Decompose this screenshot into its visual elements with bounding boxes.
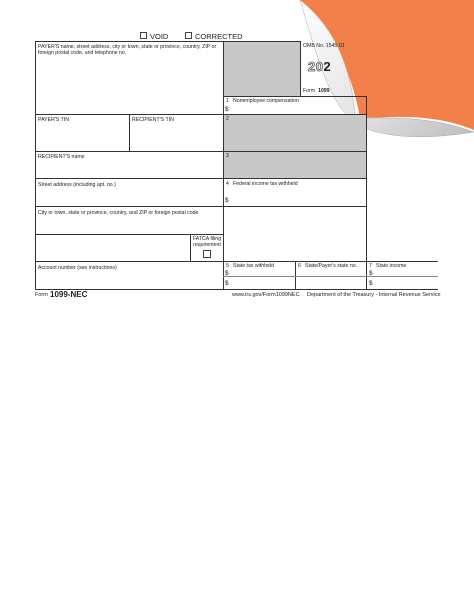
- recipient-name-field[interactable]: [36, 162, 222, 177]
- box2-shaded: [223, 115, 366, 152]
- box5-dollar-1: $: [225, 270, 229, 277]
- city-label: City or town, state or province, country, and ZIP or foreign postal code: [38, 210, 199, 216]
- void-label: VOID: [150, 32, 169, 41]
- payer-info-field[interactable]: [36, 58, 222, 113]
- footer-form-prefix: Form: [35, 292, 48, 298]
- box5-number: 5: [226, 263, 229, 269]
- omb-number: OMB No. 1545-01: [303, 43, 345, 49]
- box3-number: 3: [226, 153, 229, 159]
- box2-number: 2: [226, 116, 229, 122]
- city-field[interactable]: [36, 218, 222, 233]
- box3-shaded: [223, 152, 366, 179]
- box1-dollar: $: [225, 106, 229, 113]
- box1-field[interactable]: [232, 105, 364, 114]
- box7-dollar-2: $: [369, 280, 373, 287]
- box4-dollar: $: [225, 197, 229, 204]
- omb-form-number: 1099: [318, 88, 330, 94]
- box1-label: Nonemployee compensation: [233, 98, 299, 104]
- account-number-field[interactable]: [36, 272, 222, 288]
- fatca-label: FATCA filing requirement: [192, 236, 222, 248]
- payer-tin-label: PAYER'S TIN: [38, 117, 69, 123]
- omb-form-label: Form: [303, 88, 316, 94]
- payer-tin-field[interactable]: [36, 124, 128, 150]
- void-checkbox[interactable]: [140, 32, 147, 39]
- box5-field[interactable]: [232, 269, 294, 288]
- tax-year-bold: 2: [323, 59, 332, 74]
- box4-field[interactable]: [232, 195, 364, 205]
- box6-field[interactable]: [297, 269, 365, 288]
- fatca-checkbox[interactable]: [203, 250, 211, 258]
- box7-number: 7: [369, 263, 372, 269]
- box6-number: 6: [298, 263, 301, 269]
- box4-label: Federal income tax withheld: [233, 181, 298, 187]
- box1-number: 1: [226, 98, 229, 104]
- account-number-label: Account number (see instructions): [38, 265, 117, 271]
- recipient-tin-field[interactable]: [130, 124, 222, 150]
- tax-year-outline: 20: [308, 59, 324, 74]
- box5-dollar-2: $: [225, 280, 229, 287]
- omb-shaded-area: [223, 42, 300, 97]
- box7-field[interactable]: [376, 269, 436, 288]
- street-address-field[interactable]: [36, 189, 222, 205]
- recipient-name-label: RECIPIENT'S name: [38, 154, 85, 160]
- box4-number: 4: [226, 181, 229, 187]
- street-address-label: Street address (including apt. no.): [38, 182, 116, 188]
- box7-label: State income: [376, 263, 407, 269]
- box5-label: State tax withheld: [233, 263, 274, 269]
- recipient-tin-label: RECIPIENT'S TIN: [132, 117, 174, 123]
- corrected-checkbox[interactable]: [185, 32, 192, 39]
- box6-label: State/Payer's state no.: [305, 263, 358, 269]
- corrected-label: CORRECTED: [195, 32, 243, 41]
- payer-info-label: PAYER'S name, street address, city or town, state or province, country, ZIP or foreign postal code, and telephone no.: [38, 44, 217, 56]
- footer-department: Department of the Treasury - Internal Revenue Service: [307, 292, 441, 298]
- tax-year: [308, 59, 331, 74]
- footer-url: www.irs.gov/Form1099NEC: [232, 292, 300, 298]
- footer-form-name: 1099-NEC: [50, 290, 88, 299]
- box7-dollar-1: $: [369, 270, 373, 277]
